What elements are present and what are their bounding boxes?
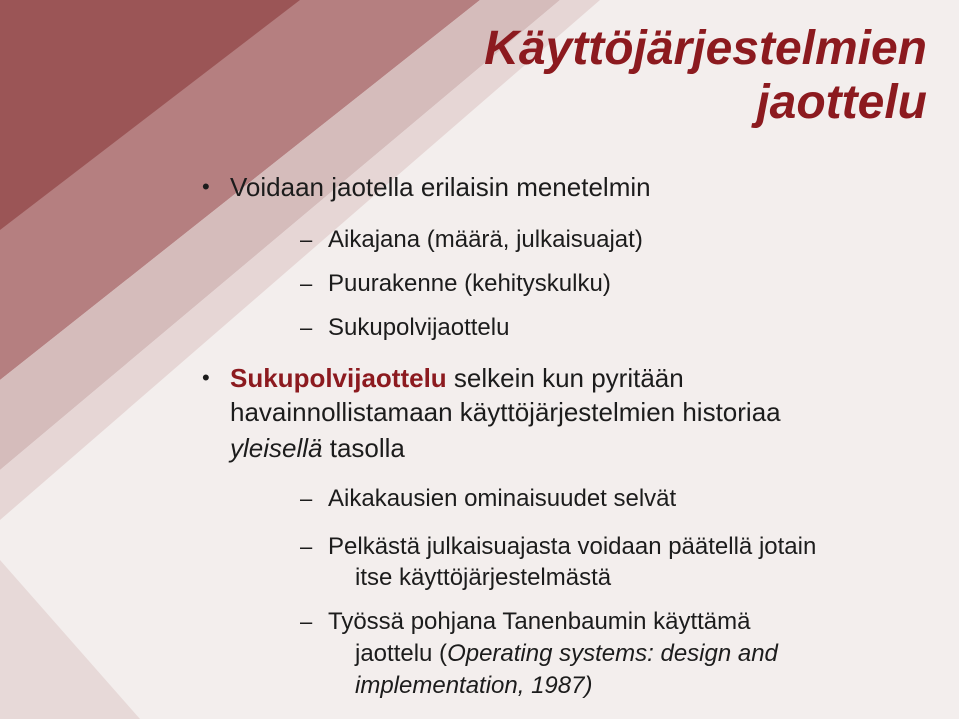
bullet-2-strong: Sukupolvijaottelu (230, 363, 447, 393)
dash-marker: – (300, 315, 313, 340)
dash-marker: – (300, 271, 313, 296)
slide-title-line1: Käyttöjärjestelmien (484, 22, 927, 75)
bullet-2-item-3-line-1: Työssä pohjana Tanenbaumin käyttämä (328, 608, 751, 635)
bullet-1-item-3: Sukupolvijaottelu (328, 314, 510, 341)
bullet-2-item-3-book-title: Operating systems: design and (447, 640, 778, 667)
dash-marker: – (300, 227, 313, 252)
bullet-2-emphasis: yleisellä (230, 433, 323, 463)
bullet-2-line-3 (230, 431, 405, 465)
bullet-2-text-rest: selkein kun pyritään (446, 363, 684, 393)
dash-marker: – (300, 486, 313, 511)
bullet-1-item-2: Puurakenne (kehityskulku) (328, 270, 611, 297)
bullet-2-line-3-rest: tasolla (322, 433, 405, 463)
bullet-2-item-3-prefix: jaottelu ( (355, 640, 448, 667)
bullet-dot: • (202, 174, 210, 199)
dash-marker: – (300, 609, 313, 634)
bullet-2-line-2: havainnollistamaan käyttöjärjestelmien historiaa (230, 397, 781, 427)
slide-title-line2: jaottelu (756, 76, 927, 129)
bullet-2-item-3-line-3: implementation, 1987) (355, 672, 593, 699)
bullet-1-item-1: Aikajana (määrä, julkaisuajat) (328, 226, 643, 253)
bullet-dot: • (202, 365, 210, 390)
bullet-1-text: Voidaan jaotella erilaisin menetelmin (230, 172, 651, 202)
bullet-2-item-3-line-2 (355, 638, 778, 669)
bullet-2-item-2-line-1: Pelkästä julkaisuajasta voidaan päätellä jotain (328, 533, 817, 560)
dash-marker: – (300, 534, 313, 559)
bullet-2-item-2-line-2: itse käyttöjärjestelmästä (355, 564, 612, 591)
bullet-2-line-1 (230, 361, 684, 395)
bullet-2-item-1: Aikakausien ominaisuudet selvät (328, 485, 677, 512)
